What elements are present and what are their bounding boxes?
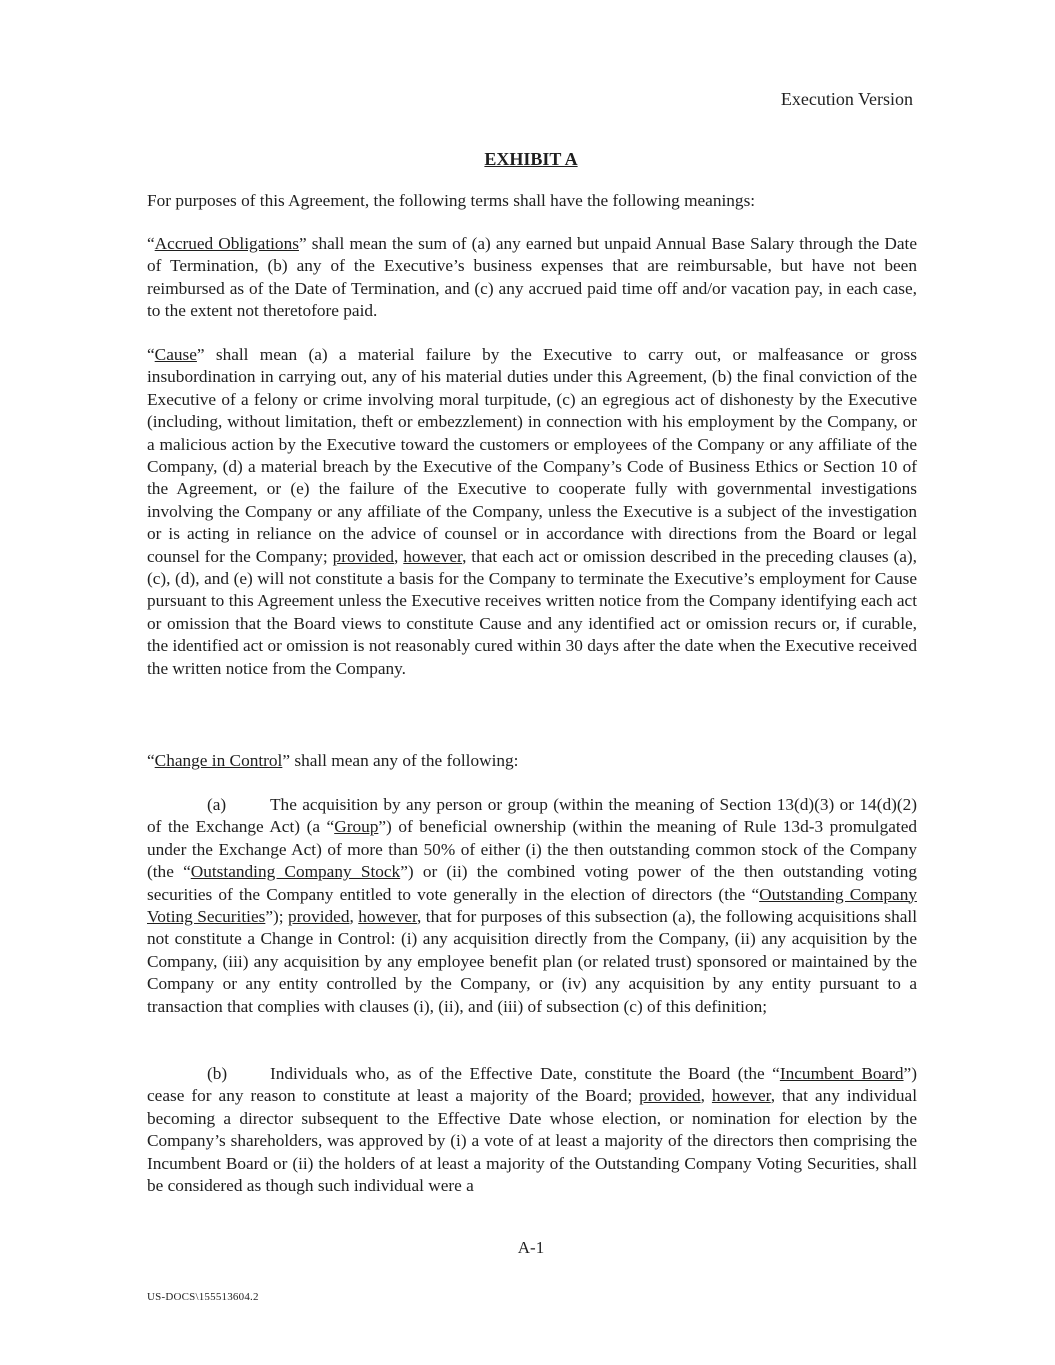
clause-b: (b) Individuals who, as of the Effective Date, constitute the Board (the “Incumbent Board”) cease for any reason to constitute at least a majority of the Board; provided, however, that any individual becoming a director subsequent to the Effective Date whose election, or nomination for election by the Company’s shareholders, was approved by (i) a vote of at least a majority of the directors then comprising the Incumbent Board or (ii) the holders of at least a majority of the Outstanding Company Voting Securities, shall be considered as though such individual were a	[147, 1064, 917, 1196]
document-id: US-DOCS\155513604.2	[147, 1291, 259, 1303]
proviso-term: provided	[288, 907, 350, 927]
proviso-term: however	[358, 907, 418, 927]
defined-term: Accrued Obligations	[154, 234, 299, 253]
exhibit-title: EXHIBIT A	[484, 149, 578, 169]
defined-term: Group	[334, 817, 379, 837]
defined-term: Outstanding Company Voting Securities	[147, 884, 917, 927]
version-label: Execution Version	[780, 89, 913, 109]
proviso-term: provided	[639, 1086, 701, 1106]
defined-term: Cause	[154, 345, 197, 364]
definition-change-in-control: “Change in Control” shall mean any of the following:	[147, 751, 519, 770]
proviso-term: however	[403, 546, 463, 566]
proviso-term: however	[711, 1086, 771, 1106]
proviso-term: provided	[332, 546, 395, 566]
clause-a: (a) The acquisition by any person or group (within the meaning of Section 13(d)(3) or 14(d)(2) of the Exchange Act) (a “Group”) of beneficial ownership (within the meaning of Rule 13d-3 promulgated under the Exchange Act) of more than 50% of either (i) the then outstanding common stock of the Company (the “Outstanding Company Stock”) or (ii) the combined voting power of the then outstanding voting securities of the Company entitled to vote generally in the election of directors (the “Outstanding Company Voting Securities”); provided, however, that for purposes of this subsection (a), the following acquisitions shall not constitute a Change in Control: (i) any acquisition directly from the Company, (ii) any acquisition by the Company, (iii) any acquisition by any employee benefit plan (or related trust) sponsored or maintained by the Company or any entity controlled by the Company, or (iv) any acquisition by any entity pursuant to a transaction that complies with clauses (i), (ii), and (iii) of subsection (c) of this definition;	[147, 795, 918, 1016]
clause-label: (a)	[207, 795, 227, 814]
defined-term: Outstanding Company Stock	[190, 862, 401, 882]
definition-accrued-obligations: “Accrued Obligations” shall mean the sum of (a) any earned but unpaid Annual Base Salary through the Date of Termination, (b) any of the Executive’s business expenses that are reimbursable, but have not been reimbursed as of the Date of Termination, and (c) any accrued paid time off and/or vacation pay, in each case, to the extent not theretofore paid.	[147, 234, 917, 321]
clause-label: (b)	[207, 1064, 228, 1083]
defined-term: Change in Control	[154, 751, 283, 770]
page-number: A-1	[517, 1238, 545, 1257]
intro-paragraph: For purposes of this Agreement, the following terms shall have the following meanings:	[147, 191, 756, 210]
defined-term: Incumbent Board	[779, 1064, 904, 1083]
definition-cause: “Cause” shall mean (a) a material failure by the Executive to carry out, or malfeasance or gross insubordination in carrying out, any of his material duties under this Agreement, (b) the final conviction of the Executive of a felony or crime involving moral turpitude, (c) an egregious act of dishonesty by the Executive (including, without limitation, theft or embezzlement) in connection with his employment by the Company, or a malicious action by the Executive toward the customers or employees of the Company or any affiliate of the Company, (d) a material breach by the Executive of the Company’s Code of Business Ethics or Section 10 of the Agreement, or (e) the failure of the Executive to cooperate fully with governmental investigations involving the Company or any affiliate of the Company, unless the Executive is a subject of the investigation or is acting in reliance on the advice of counsel or in accordance with directions from the Board or legal counsel for the Company; provided, however, that each act or omission described in the preceding clauses (a), (c), (d), and (e) will not constitute a basis for the Company to terminate the Executive’s employment for Cause pursuant to this Agreement unless the Executive receives written notice from the Company identifying each act or omission that the Board views to constitute Cause and any identified act or omission recurs or, if curable, the identified act or omission is not reasonably cured within 30 days after the date when the Executive received the written notice from the Company.	[147, 345, 917, 678]
